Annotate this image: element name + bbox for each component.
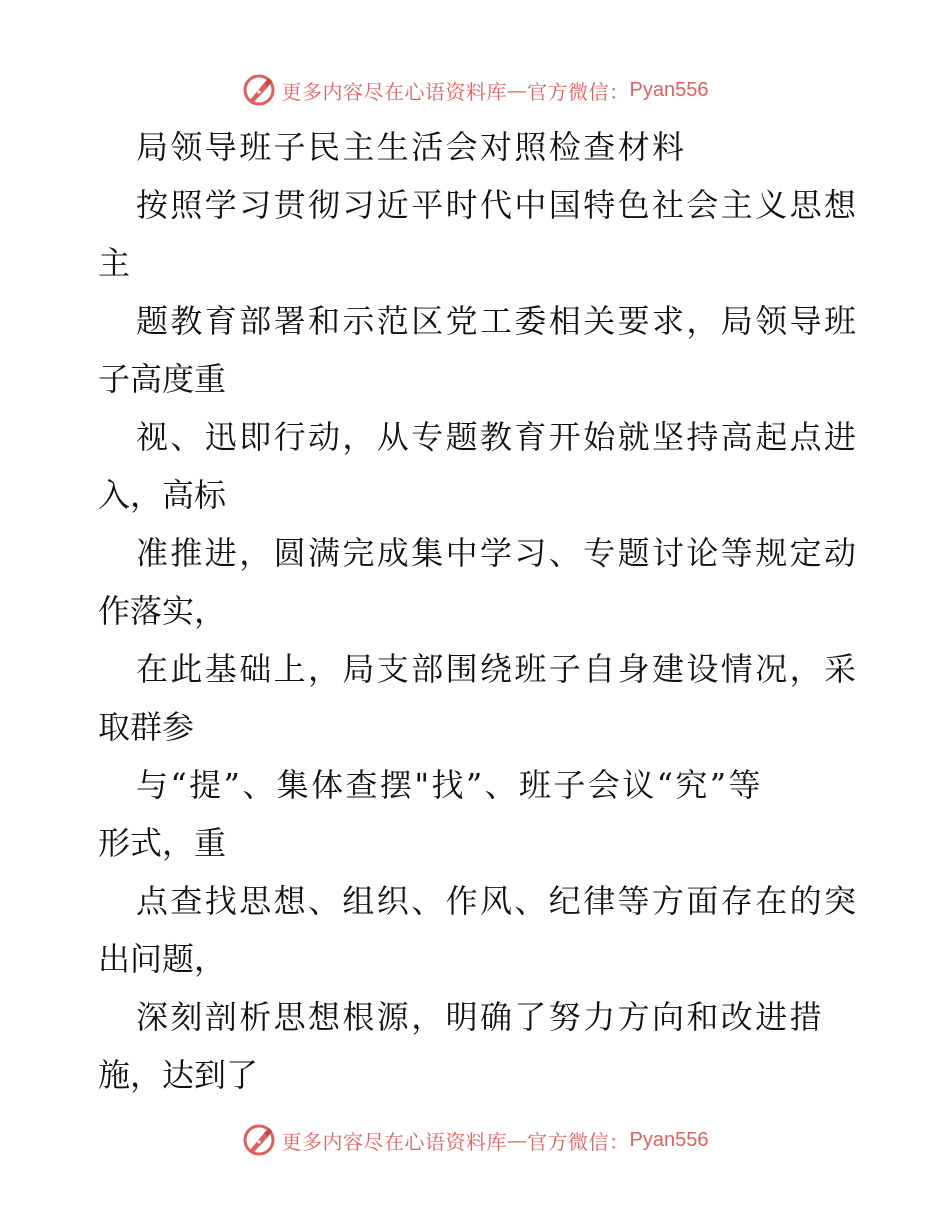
- text-line: 与“提”、集体查摆"找”、班子会议“究”等: [136, 766, 763, 804]
- watermark-wechat-id: Pyan556: [629, 1128, 709, 1151]
- watermark-wechat-label: 官方微信：: [527, 1129, 630, 1154]
- text-line: 取群参: [98, 708, 195, 746]
- text-line: 点查找思想、组织、作风、纪律等方面存在的突: [136, 882, 859, 920]
- text-line: 子高度重: [98, 360, 227, 398]
- text-line: 按照学习贯彻习近平时代中国特色社会主义思想: [136, 186, 859, 224]
- document-body: [98, 118, 858, 1104]
- document-title: 局领导班子民主生活会对照检查材料: [136, 128, 687, 166]
- watermark-wechat-id: Pyan556: [629, 78, 709, 101]
- watermark-banner-top: [0, 70, 950, 110]
- watermark-banner-bottom: [0, 1120, 950, 1160]
- watermark-separator: —: [507, 78, 528, 102]
- fountain-pen-logo-icon: [242, 1123, 276, 1157]
- text-line: 题教育部署和示范区党工委相关要求，局领导班: [136, 302, 859, 340]
- watermark-separator: —: [507, 1128, 528, 1152]
- watermark-wechat-label: 官方微信：: [527, 79, 630, 104]
- text-line: 视、迅即行动，从专题教育开始就坚持高起点进: [136, 418, 859, 456]
- text-line: 深刻剖析思想根源，明确了努力方向和改进措: [136, 998, 825, 1036]
- text-line: 形式，重: [98, 824, 227, 862]
- fountain-pen-logo-icon: [242, 73, 276, 107]
- text-line: 施，达到了: [98, 1056, 259, 1094]
- text-line: 入，高标: [98, 476, 227, 514]
- text-line: 出问题，: [98, 940, 227, 978]
- watermark-text: 更多内容尽在心语资料库: [281, 79, 508, 104]
- text-line: 主: [98, 244, 131, 282]
- text-line: 在此基础上，局支部围绕班子自身建设情况，采: [136, 650, 859, 688]
- text-line: 准推进，圆满完成集中学习、专题讨论等规定动: [136, 534, 859, 572]
- text-line: 作落实，: [98, 592, 227, 630]
- watermark-text: 更多内容尽在心语资料库: [281, 1129, 508, 1154]
